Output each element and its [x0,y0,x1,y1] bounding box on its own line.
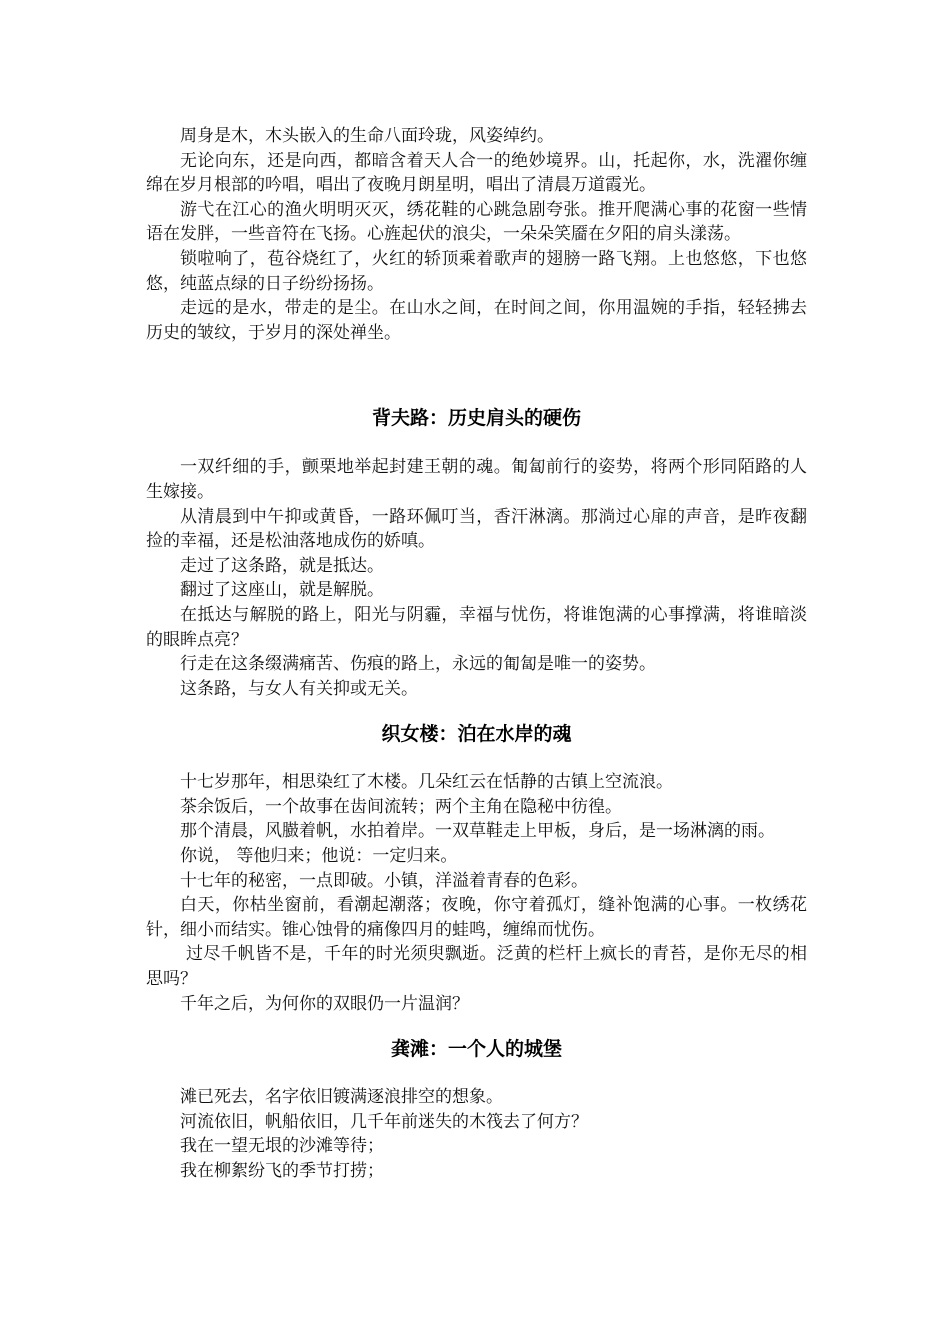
paragraph: 行走在这条缀满痛苦、伤痕的路上，永远的匍匐是唯一的姿势。 [180,654,656,675]
paragraph: 翻过了这座山，就是解脱。 [180,580,384,601]
paragraph: 十七岁那年，相思染红了木楼。几朵红云在恬静的古镇上空流浪。 [180,772,673,793]
paragraph: 我在柳絮纷飞的季节打捞； [180,1161,384,1181]
paragraph: 走远的是水，带走的是尘。在山水之间，在时间之间，你用温婉的手指，轻轻拂去历史的皱纹，于岁月的深处禅坐。 [146,298,807,343]
paragraph: 河流依旧，帆船依旧，几千年前迷失的木筏去了何方？ [180,1111,588,1132]
paragraph: 那个清晨，风臌着帆，水拍着岸。一双草鞋走上甲板，身后，是一场淋漓的雨。 [180,821,775,842]
paragraph: 千年之后，为何你的双眼仍一片温润？ [180,993,469,1014]
paragraph: 锁啦响了，苞谷烧红了，火红的轿顶乘着歌声的翅膀一路飞翔。上也悠悠，下也悠悠，纯蓝点绿的日子纷纷扬扬。 [146,248,807,294]
section-intro [146,124,807,345]
paragraph: 无论向东，还是向西，都暗含着天人合一的绝妙境界。山，托起你，水，洗濯你缠绵在岁月根部的吟唱，唱出了夜晚月朗星明，唱出了清晨万道霞光。 [146,150,807,196]
paragraph: 十七年的秘密，一点即破。小镇，洋溢着青春的色彩。 [180,870,588,891]
section-weaver-tower [146,770,807,1016]
paragraph: 这条路，与女人有关抑或无关。 [180,678,418,699]
paragraph: 走过了这条路，就是抵达。 [180,555,384,576]
paragraph: 过尽千帆皆不是，千年的时光须臾飘逝。泛黄的栏杆上疯长的青苔，是你无尽的相思吗？ [146,944,807,990]
paragraph: 你说， 等他归来；他说：一定归来。 [180,846,458,867]
paragraph: 滩已死去，名字依旧镀满逐浪排空的想象。 [180,1087,503,1108]
paragraph: 在抵达与解脱的路上，阳光与阴霾，幸福与忧伤，将谁饱满的心事撑满，将谁暗淡的眼眸点亮？ [146,604,807,650]
paragraph: 白天，你枯坐窗前，看潮起潮落；夜晚，你守着孤灯，缝补饱满的心事。一枚绣花针，细小而结实。锥心蚀骨的痛像四月的蛙鸣，缠绵而忧伤。 [146,895,807,940]
paragraph: 游弋在江心的渔火明明灭灭，绣花鞋的心跳急剧夸张。推开爬满心事的花窗一些情语在发胖，一些音符在飞扬。心旌起伏的浪尖，一朵朵笑靥在夕阳的肩头漾荡。 [146,199,807,245]
section-heading-weaver-tower: 织女楼：泊在水岸的魂 [381,723,572,746]
section-gongtan [146,1085,807,1183]
paragraph: 周身是木，木头嵌入的生命八面玲珑，风姿绰约。 [180,126,554,146]
paragraph: 一双纤细的手，颤栗地举起封建王朝的魂。匍匐前行的姿势，将两个形同陌路的人生嫁接。 [146,457,807,502]
section-heading-beifu-road: 背夫路：历史肩头的硬伤 [371,407,581,430]
paragraph: 我在一望无垠的沙滩等待； [180,1136,384,1157]
paragraph: 从清晨到中午抑或黄昏，一路环佩叮当，香汗淋漓。那淌过心扉的声音，是昨夜翻捡的幸福，还是松油落地成伤的娇嗔。 [146,506,807,552]
section-beifu-road [146,455,807,701]
section-heading-gongtan: 龚滩：一个人的城堡 [390,1038,562,1061]
paragraph: 茶余饭后，一个故事在齿间流转；两个主角在隐秘中彷徨。 [180,796,622,817]
